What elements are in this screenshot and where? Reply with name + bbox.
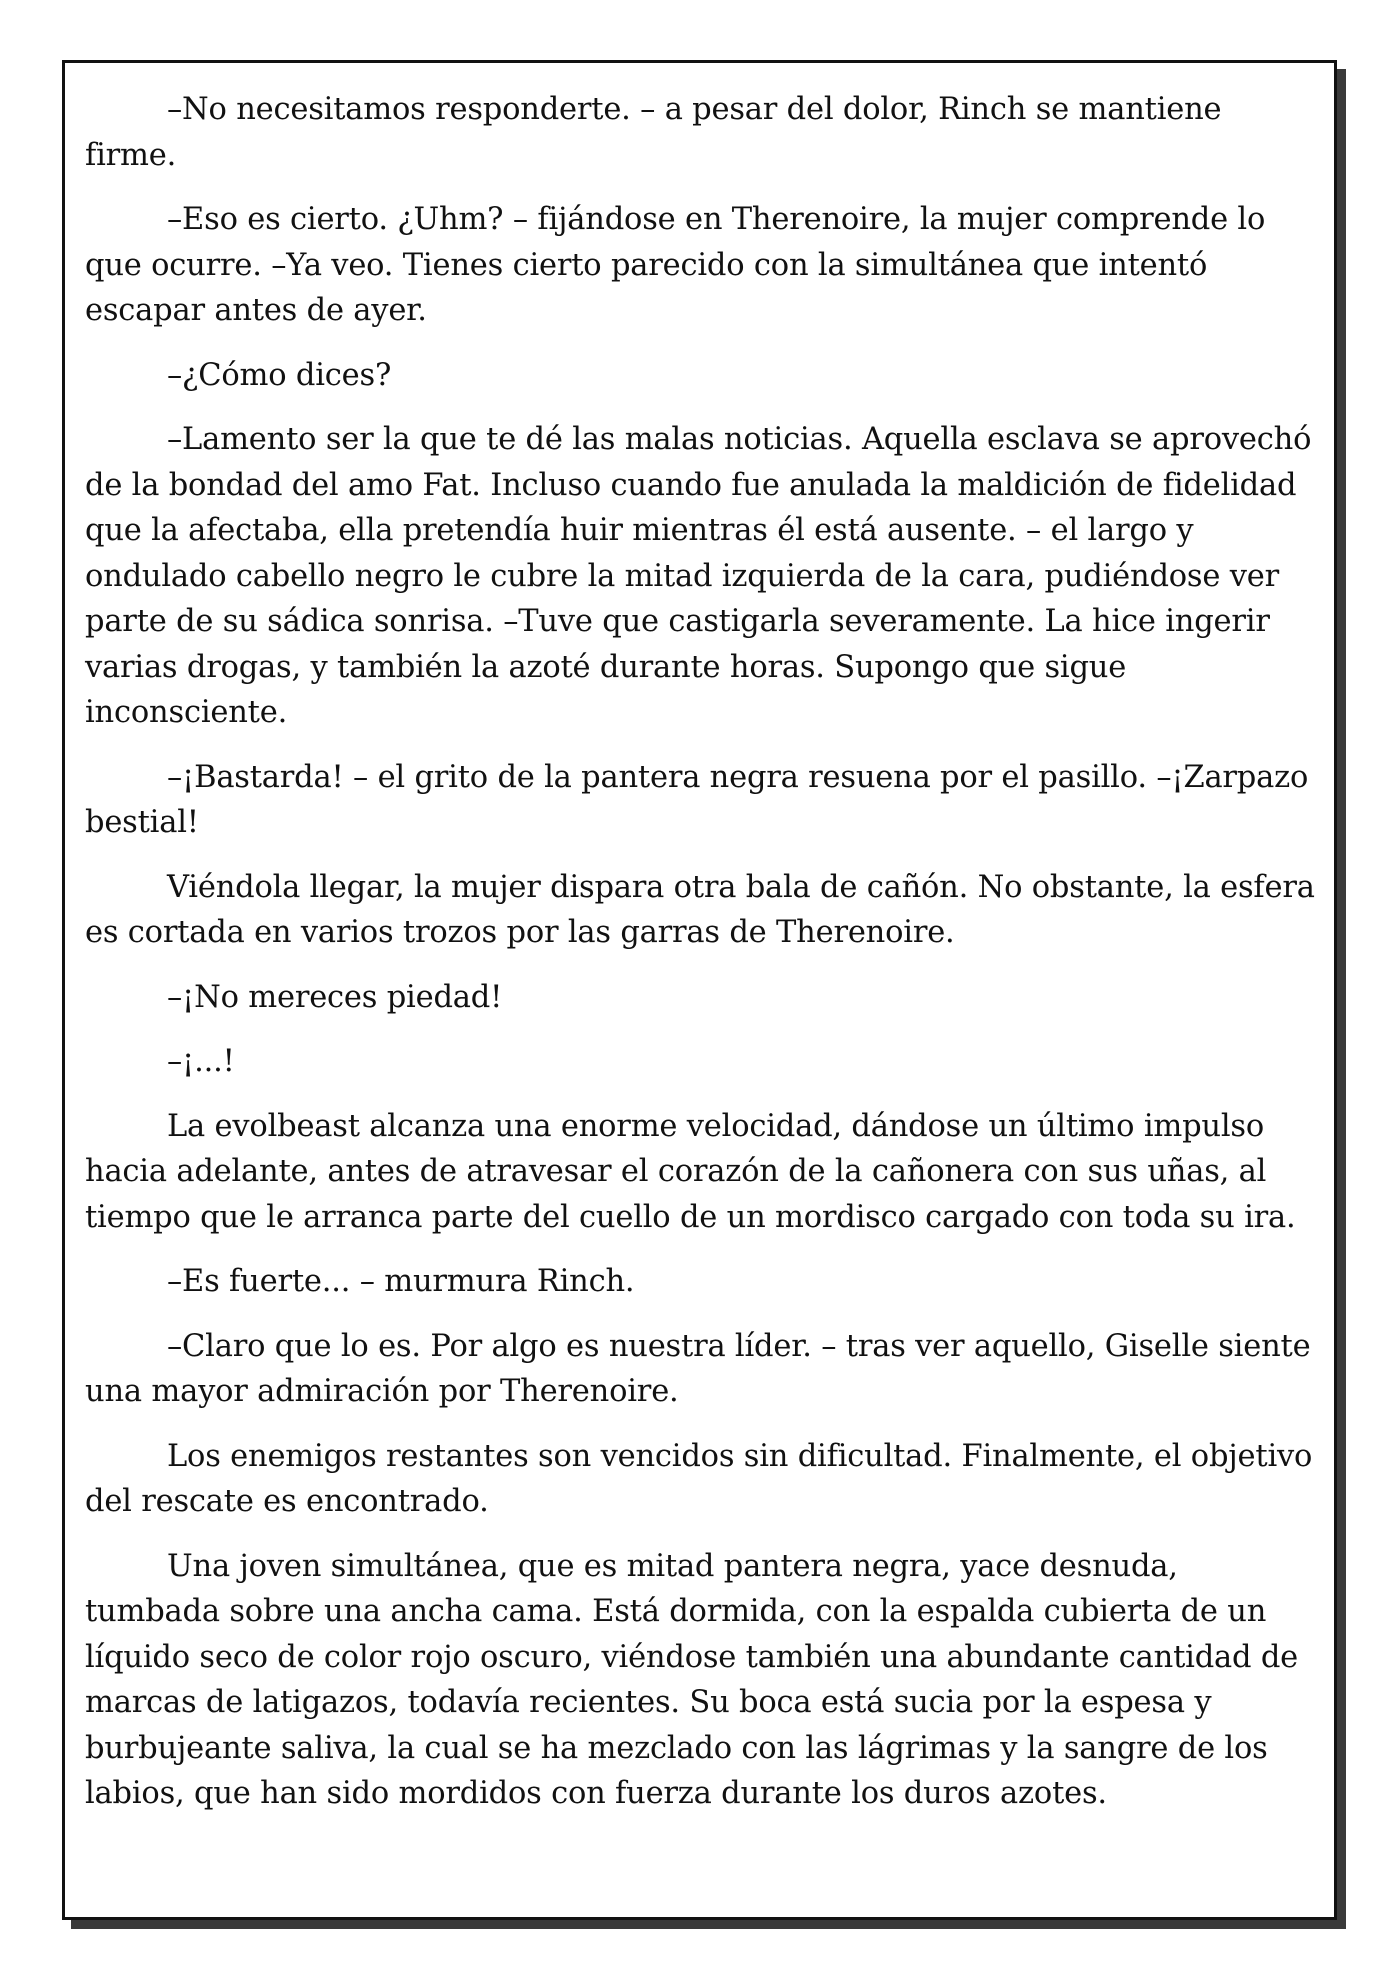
paragraph: –Lamento ser la que te dé las malas noticias. Aquella esclava se aprovechó de la bondad del amo Fat. Incluso cuando fue anulada la maldición de fidelidad que la afectaba, ella pretendía huir mientras él está ausente. – el largo y ondulado cabello negro le cubre la mitad izquierda de la cara, pudiéndose ver parte de su sádica sonrisa. –Tuve que castigarla severamente. La hice ingerir varias drogas, y también la azoté durante horas. Supongo que sigue inconsciente. <box>85 422 1312 730</box>
paragraph: –Eso es cierto. ¿Uhm? – fijándose en Therenoire, la mujer comprende lo que ocurre. –Ya veo. Tienes cierto parecido con la simultánea que intentó escapar antes de ayer. <box>85 202 1266 328</box>
paragraph: Los enemigos restantes son vencidos sin dificultad. Finalmente, el objetivo del rescate es encontrado. <box>85 1438 1313 1519</box>
paragraph: –Claro que lo es. Por algo es nuestra líder. – tras ver aquello, Giselle siente una mayor admiración por Therenoire. <box>85 1328 1311 1409</box>
paragraph: –¡No mereces piedad! <box>167 979 503 1015</box>
page-frame <box>62 60 1337 1920</box>
paragraph: –¡...! <box>167 1044 235 1079</box>
paragraph: –¿Cómo dices? <box>167 357 392 393</box>
paragraph: Una joven simultánea, que es mitad pantera negra, yace desnuda, tumbada sobre una ancha cama. Está dormida, con la espalda cubierta de un líquido seco de color rojo oscuro, viéndose también una abundante cantidad de marcas de latigazos, todavía recientes. Su boca está sucia por la espesa y burbujeante saliva, la cual se ha mezclado con las lágrimas y la sangre de los labios, que han sido mordidos con fuerza durante los duros azotes. <box>85 1548 1299 1811</box>
paragraph: Viéndola llegar, la mujer dispara otra bala de cañón. No obstante, la esfera es cortada en varios trozos por las garras de Therenoire. <box>85 869 1315 950</box>
page-text <box>85 87 1320 1836</box>
paragraph: –Es fuerte... – murmura Rinch. <box>167 1264 635 1299</box>
paragraph: –¡Bastarda! – el grito de la pantera negra resuena por el pasillo. –¡Zarpazo bestial! <box>85 759 1309 840</box>
paragraph: La evolbeast alcanza una enorme velocidad, dándose un último impulso hacia adelante, antes de atravesar el corazón de la cañonera con sus uñas, al tiempo que le arranca parte del cuello de un mordisco cargado con toda su ira. <box>85 1108 1296 1235</box>
paragraph: –No necesitamos responderte. – a pesar del dolor, Rinch se mantiene firme. <box>85 92 1222 173</box>
